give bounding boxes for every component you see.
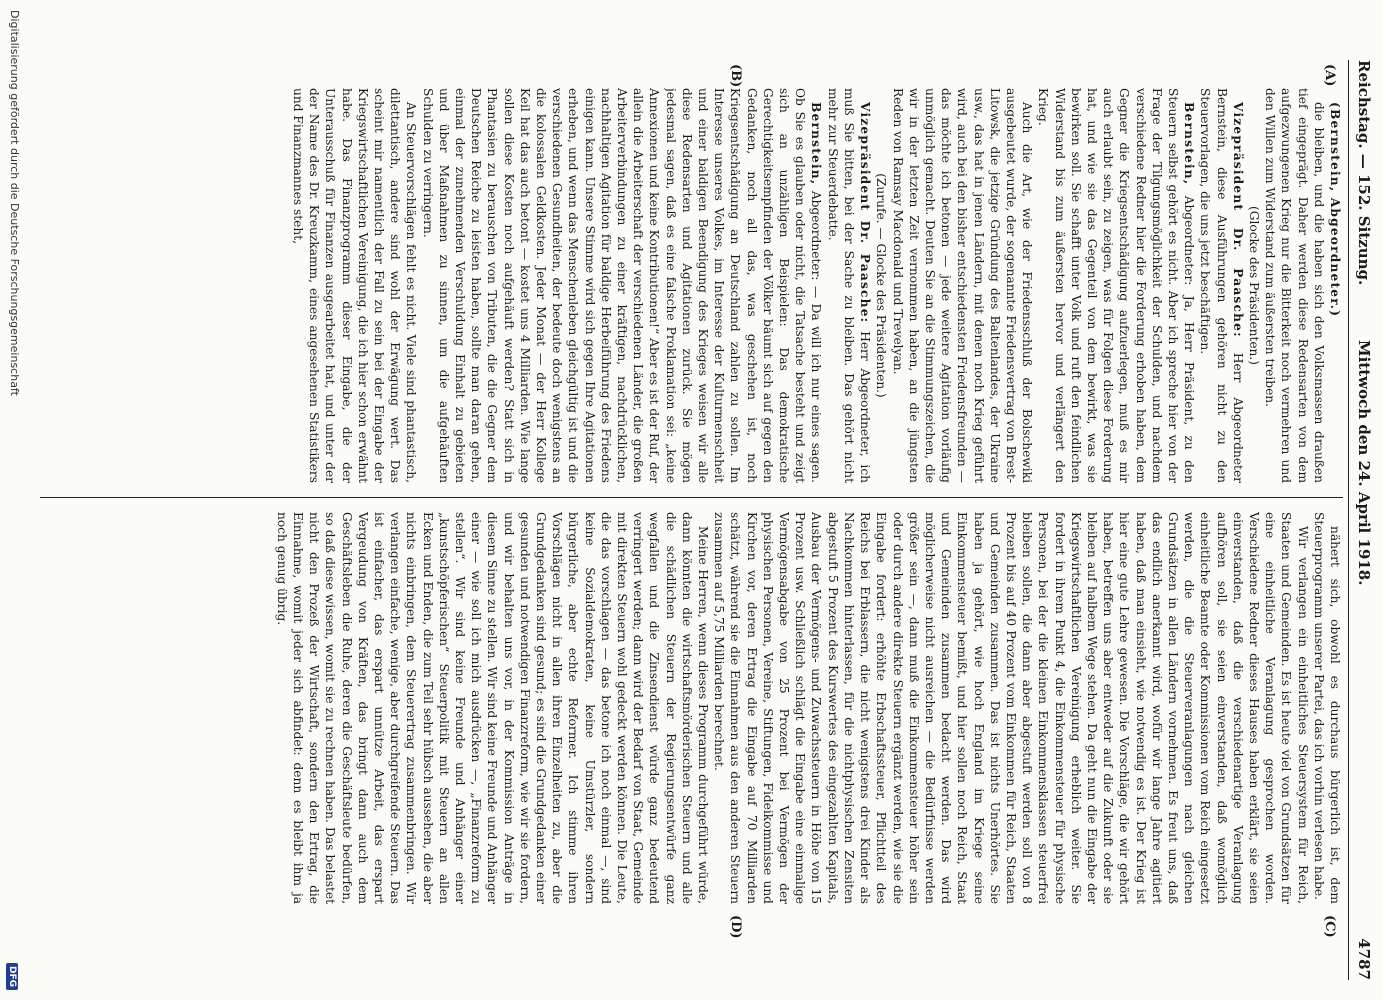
dfg-logo: DFG <box>6 963 18 990</box>
page-header <box>1349 60 1377 980</box>
paragraph-text: Abgeordneter: — Da will ich nur eines sagen. Ob Sie es glauben oder nicht, die Tatsache besteht und zeigt sich an unzähligen Beispielen: Das demokratische Gerechtigkeitsempfinden der Völker bäumt sich auf gegen den Gedanken, noch all das, was geschehen ist, noch Kriegsentschädigung an Deutschland zahlen zu sollen. Im Interesse unseres Volkes, im Interesse der Kulturmenschheit und einer baldigen Beendigung des Krieges weisen wir alle diese Redensarten und Agitationen zurück. Sie mögen jedesmal sagen, daß es eine falsche Proklamation sei: „keine Annexionen und keine Kontributionen!“ Aber es ist der Ruf, der allein die Arbeiterschaft der verschiedenen Länder, die großen Arbeiterverbindungen zu einer kräftigen, nachdrücklichen, nachhaltigen Agitation für baldige Herbeiführung des Friedens einigen kann. Unsere Stimme wird sich gegen Ihre Agitationen erheben, und wenn das Menschenleben gleichgültig ist und die verschiedenen Gesundheiten, der bedeute doch wenigstens an die kolossalen Geldkosten. Jeder Monat — der Herr Kollege Keil hat das auch betont — kostet uns 4 Milliarden. Wie lange sollen diese Kosten noch aufgehäuft werden? Statt sich in Phantasien zu berauschen von Tributen, die die Gegner dem Deutschen Reiche zu leisten haben, sollte man daran gehen, einmal der zunehmenden Verschuldung Einhalt zu gebieten und über Maßnahmen zu sinnen, um die aufgehäuften Schulden zu verringern. <box>420 88 824 483</box>
paragraph-text: Herr Abgeordneter, ich muß Sie bitten, bei der Sache zu bleiben. Das gehört nicht mehr zur Steuerdebatte. <box>825 88 873 483</box>
speaker-name: (Bernstein, Abgeordneter.) <box>1328 102 1342 318</box>
paragraph-text: Auch die Art, wie der Friedensschluß der Bolschewiki ausgebeutet wurde, der sogenannte Friedensvertrag von Brest-Litowsk, die jetzige Gründung des Baltenlandes, der Ukraine usw., das hat in jenen Ländern, mit denen noch Krieg geführt wird, auch bei den bisher entschiedensten Friedensfreunden — das möchte ich betonen — jede weitere Agitation vorläufig unmöglich gemacht. Deuten Sie an die Stimmungszeichen, die wir in der letzten Zeit vernommen haben, an die jüngsten Reden von Ramsay Macdonald und Trevelyan. <box>890 88 1035 483</box>
speaker-name: Bernstein, <box>809 102 824 186</box>
paragraph <box>1327 88 1343 483</box>
paragraph <box>1197 88 1246 483</box>
margin-marker-b: (B) <box>728 64 743 88</box>
paragraph <box>825 88 874 483</box>
paragraph <box>1035 88 1197 483</box>
right-text-column <box>30 512 1343 904</box>
speaker-name: Vizepräsident Dr. Paasche: <box>1230 102 1245 338</box>
paragraph-text: nähert sich, obwohl es durchaus bürgerlich ist, dem Steuerprogramm unserer Partei, das ich vorhin verlesen habe. <box>1311 512 1342 904</box>
header-date: Mittwoch den 24. April 1918. <box>1355 340 1373 586</box>
margin-marker-c: (C) <box>1322 915 1337 938</box>
paragraph <box>274 512 711 904</box>
paragraph <box>1311 512 1343 904</box>
left-text-column <box>30 88 1343 483</box>
paragraph <box>873 88 889 483</box>
paragraph-text: Abgeordneter: Ja, Herr Präsident, zu den Steuern selbst gehört es nicht. Aber ich spreche hier von der Frage der Tilgungsmöglichkeit der Schulden, und nachdem verschiedene Redner hier die Forderung erhoben haben, dem Gegner die Kriegsentschädigung aufzuerlegen, muß es mir auch erlaubt sein, zu zeigen, was für Folgen diese Forderung hat, und wie sie das Gegenteil von dem bewirkt, was sie bewirken soll. Sie schafft unter Volk und ruft den feindlichen Widerstand bis zum äußersten hervor und verlängert den Krieg. <box>1036 88 1197 483</box>
paragraph-text: Meine Herren, wenn dieses Programm durchgeführt würde, dann könnten die wirtschaftsmörderischen Steuern und alle die schädlichen Steuern der Regierungsentwürfe ganz wegfallen und die Zinsendienst würde ganz bedeutend verringert werden; dann wird der Bedarf von Staat, Gemeinde mit direkten Steuern wohl gedeckt werden können. Die Leute, die das vorschlagen — das betone ich noch einmal —, sind keine Sozialdemokraten, keine Umstürzler, sondern bürgerliche, aber echte Reformer. Ich stimme ihren Vorschlägen nicht in allen ihren Einzelheiten zu, aber die Grundgedanken sind gesund; es sind die Grundgedanken einer gesunden und notwendigen Finanzreform, wie wir sie fordern, und wir behalten uns vor, in der Kommission Anträge in diesem Sinne zu stellen. Wir sind keine Freunde und Anhänger einer — wie soll ich mich ausdrücken —, „Finanzreform zu stellen“. Wir sind keine Freunde und Anhänger einer „kunstschöpferischen“ Steuerpolitik mit Steuern an allen Ecken und Enden, die zum Teil sehr hübsch aussehen, die aber nichts einbringen, dem Steuerertrag zusammenbringen. Wir verlangen einfache, wenige, aber durchgreifende Steuern. Das ist einfacher, das erspart unnütze Arbeit, das erspart Vergeudung von Kräften, das bringt dann auch dem Geschäftsleben die Ruhe, deren die Geschäftsleute bedürfen, so daß diese wissen, womit sie zu rechnen haben. Das belastet nicht den Prozeß der Wirtschaft, sondern den Ertrag, die Einnahme, womit jeder sich abfindet: denn es bleibt ihm ja noch genug übrig. <box>274 512 711 904</box>
header-divider <box>1348 60 1349 980</box>
paragraph-text: An Steuervorschlägen fehlt es nicht. Viele sind phantastisch, dilettantisch, andere sind wohl der Erwägung wert. Das scheint mir namentlich der Fall zu sein bei der Eingabe der Kriegswirtschaftlichen Vereinigung, die ich hier schon erwähnt habe. Das Finanzprogramm dieser Eingabe, die der Unterausschuß für Finanzen ausgearbeitet hat, und unter der der Name des Dr. Kreuzkamm, eines angesehenen Statistikers und Finanzmannes steht, <box>291 88 419 483</box>
paragraph <box>290 88 420 483</box>
speaker-name: Bernstein, <box>1182 102 1197 186</box>
header-session-title: Reichstag. — 152. Sitzung. <box>1355 60 1373 286</box>
paragraph <box>1262 88 1327 483</box>
paragraph <box>1246 88 1262 483</box>
paragraph-text: (Glocke des Präsidenten.) <box>1246 205 1261 366</box>
paragraph <box>711 512 1311 904</box>
paragraph-text: (Zurufe. — Glocke des Präsidenten.) <box>874 173 889 398</box>
paragraph-text: Herr Abgeordneter Bernstein, diese Ausführungen gehören nicht zu den Steuervorlagen, die uns jetzt beschäftigen. <box>1198 88 1245 483</box>
paragraph-text: Wir verlangen ein einheitliches Steuersystem für Reich, Staaten und Gemeinden. Es ist heute viel von Grundsätzen für eine einheitliche Veranlagung gesprochen worden. Verschiedene Redner dieses Hauses haben erklärt, sie seien einverstanden, daß die verschiedenartige Veranlagung aufhören soll, sie seien einverstanden, daß womöglich einheitliche Beamte oder Kommissionen vom Reich eingesetzt werden, die die Steuerveranlagungen nach gleichen Grundsätzen in allen Ländern vornehmen. Es freut uns, daß das endlich anerkannt wird, wofür wir lange Jahre agitiert haben, daß man einsieht, wie notwendig es ist. Der Krieg ist hier eine gute Lehre gewesen. Die Vorschläge, die wir gehört haben, betreffen uns aber entweder auf die Zukunft oder sie bleiben auf halbem Wege stehen. Da geht nun die Eingabe der Kriegswirtschaftlichen Vereinigung erheblich weiter. Sie fordert in ihrem Punkt 4, die Einkommensteuer für physische Personen, bei der die kleinen Einkommensklassen steuerfrei bleiben sollen, die dann aber abgestuft werden soll von 8 Prozent bis auf 40 Prozent vom Einkommen für Reich, Staaten und Gemeinden zusammen. Das ist nichts Unerhörtes. Sie haben ja gehört, wie hoch England im Kriege seine Einkommensteuer bemißt, und hier sollen noch Reich, Staat und Gemeinden zusammen bedacht werden. Das wird möglicherweise nicht ausreichen — die Bedürfnisse werden größer sein —, dann muß die Einkommensteuer höher sein oder durch andere direkte Steuern ergänzt werden, wie sie die Eingabe fordert: erhöhte Erbschaftssteuer, Pflichtteil des Reichs bei Erblassern, die nicht wenigstens drei Kinder als Nachkommen hinterlassen, für die nichtphysischen Zensiten abgestuft 5 Prozent des Kurswertes des eingezahlten Kapitals, Ausbau der Vermögens- und Zuwachssteuern in Höhe von 15 Prozent usw. Schließlich schlägt die Eingabe eine einmalige Vermögensabgabe von 25 Prozent bei Vermögen der physischen Personen, Vereine, Stiftungen, Fideikommisse und Kirchen vor, deren Ertrag die Eingabe auf 70 Milliarden schätzt, während sie die Einnahmen aus den anderen Steuern zusammen auf 5,75 Milliarden berechnet. <box>712 512 1310 904</box>
paragraph <box>419 88 824 483</box>
column-divider <box>40 497 1343 498</box>
paragraph <box>889 88 1035 483</box>
margin-marker-a: (A) <box>1322 64 1337 87</box>
header-page-number: 4787 <box>1355 938 1373 980</box>
margin-marker-d: (D) <box>728 915 743 939</box>
page-footer <box>0 0 30 1000</box>
digitization-credit: Digitalisierung gefördert durch die Deutsche Forschungsgemeinschaft <box>8 10 21 396</box>
speaker-name: Vizepräsident Dr. Paasche: <box>858 102 873 324</box>
paragraph-text: die bleiben, und die haben sich den Volksmassen draußen tief eingeprägt. Daher werden diese Redensarten von dem aufgezwungenen Krieg nur die Bitterkeit noch vermehren und den Willen zum Widerstand zum äußersten treiben. <box>1263 88 1326 483</box>
